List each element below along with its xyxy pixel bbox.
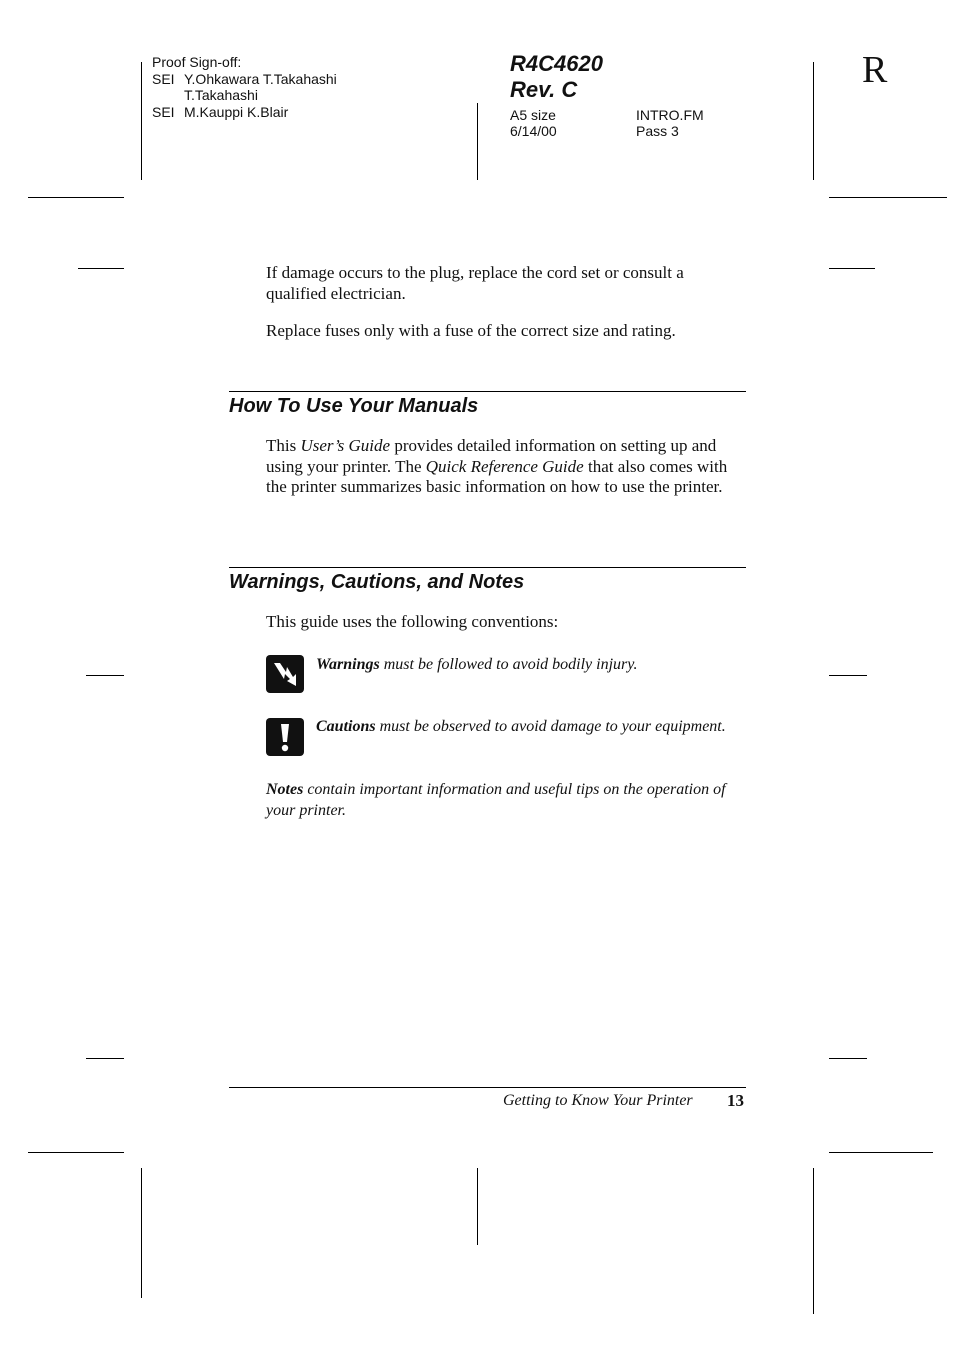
crop-mark (86, 1058, 124, 1059)
proof-names: Y.Ohkawara T.Takahashi (184, 71, 337, 87)
manual-title: User’s Guide (300, 436, 391, 455)
crop-mark (813, 1168, 814, 1314)
notes-paragraph (266, 780, 748, 821)
section-rule (229, 391, 746, 392)
crop-mark (829, 675, 867, 676)
proof-title: Proof Sign-off: (152, 54, 242, 70)
crop-mark (141, 62, 142, 180)
crop-mark (477, 1168, 478, 1245)
proof-date: 6/14/00 (510, 123, 557, 139)
proof-names: M.Kauppi K.Blair (184, 104, 289, 120)
proof-signoff (152, 54, 392, 124)
model-number: R4C4620 (510, 51, 603, 76)
section-rule (229, 567, 746, 568)
crop-mark (141, 1168, 142, 1298)
proof-names: T.Takahashi (184, 87, 258, 103)
pass-number: Pass 3 (636, 123, 679, 139)
proof-org: SEI (152, 71, 175, 87)
paragraph (266, 263, 744, 304)
caution-text: must be observed to avoid damage to your equipment. (375, 718, 726, 735)
section-heading: Warnings, Cautions, and Notes (229, 571, 525, 593)
crop-mark (86, 675, 124, 676)
text-run: This (266, 436, 301, 455)
crop-mark (813, 62, 814, 180)
warning-note (316, 655, 756, 676)
text-run: provides detailed information on setting up and using your printer. The (266, 436, 717, 476)
warning-label: Warnings (316, 656, 380, 673)
crop-mark (829, 1152, 933, 1153)
paragraph (266, 321, 744, 342)
crop-mark (78, 268, 124, 269)
paragraph-text: This guide uses the following conventions: (266, 612, 559, 631)
paragraph-text: If damage occurs to the plug, replace the cord set or consult a qualified electrician. (266, 263, 684, 303)
footer-rule (229, 1087, 746, 1088)
crop-mark (477, 103, 478, 180)
corner-letter: R (862, 49, 888, 91)
crop-mark (829, 1058, 867, 1059)
file-name: INTRO.FM (636, 107, 704, 123)
crop-mark (28, 197, 124, 198)
footer-chapter: Getting to Know Your Printer (503, 1092, 693, 1109)
crop-mark (829, 197, 947, 198)
warning-text: must be followed to avoid bodily injury. (379, 656, 638, 673)
paragraph (266, 436, 744, 498)
proof-org: SEI (152, 104, 175, 120)
crop-mark (829, 268, 875, 269)
caution-label: Cautions (316, 718, 376, 735)
caution-note (316, 717, 756, 738)
crop-mark (28, 1152, 124, 1153)
page-size: A5 size (510, 107, 556, 123)
revision: Rev. C (510, 77, 578, 102)
manual-title: Quick Reference Guide (425, 456, 584, 476)
text-run: that also comes with the printer summarizes basic information on how to use the printer. (266, 456, 728, 496)
section-heading: How To Use Your Manuals (229, 395, 479, 417)
page-number: 13 (727, 1091, 744, 1110)
exclamation-icon (266, 718, 304, 756)
paragraph (266, 612, 744, 633)
notes-text: contain important information and useful tips on the operation of your printer. (266, 781, 726, 819)
notes-label: Notes (266, 781, 304, 798)
paragraph-text: Replace fuses only with a fuse of the correct size and rating. (266, 321, 676, 340)
lightning-icon (266, 655, 304, 693)
